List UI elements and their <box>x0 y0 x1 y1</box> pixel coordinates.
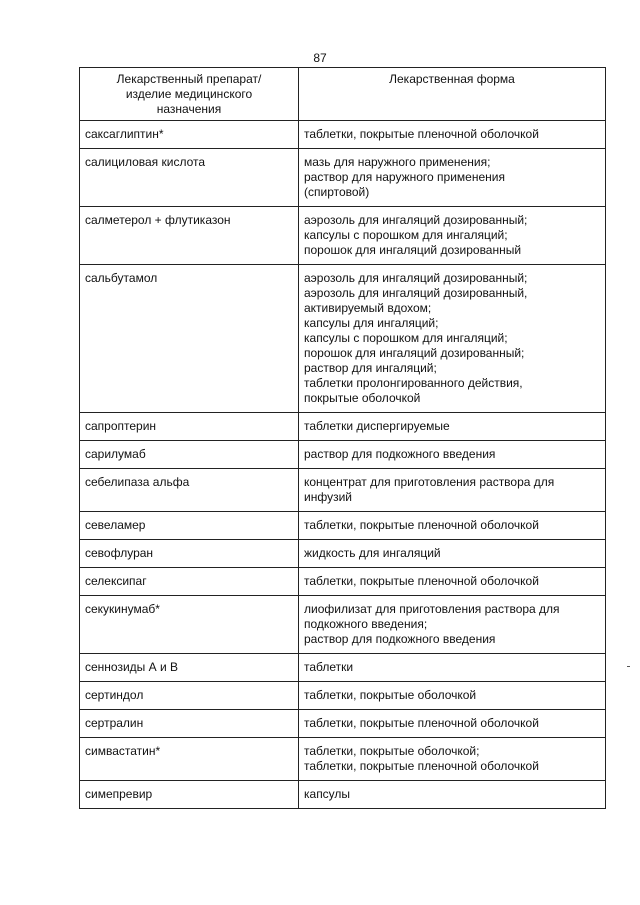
drug-name-cell: селексипаг <box>80 568 299 596</box>
dosage-form-line: раствор для подкожного введения <box>304 447 496 461</box>
drug-name-cell: севофлуран <box>80 540 299 568</box>
dosage-form-line: активируемый вдохом; <box>304 301 432 315</box>
table-row <box>80 654 606 682</box>
drug-name-cell: севеламер <box>80 512 299 540</box>
dosage-form-cell <box>299 568 606 596</box>
dosage-form-cell <box>299 512 606 540</box>
dosage-form-line: таблетки, покрытые оболочкой; <box>304 744 480 758</box>
dosage-form-line: подкожного введения; <box>304 617 428 631</box>
dosage-form-line: таблетки, покрытые оболочкой <box>304 688 477 702</box>
dosage-form-line: капсулы с порошком для ингаляций; <box>304 331 508 345</box>
dosage-form-line: порошок для ингаляций дозированный; <box>304 346 525 360</box>
drug-name-cell: секукинумаб* <box>80 596 299 654</box>
dosage-form-line: капсулы с порошком для ингаляций; <box>304 228 508 242</box>
dosage-form-cell <box>299 596 606 654</box>
dosage-form-line: порошок для ингаляций дозированный <box>304 243 522 257</box>
table-body <box>80 121 606 809</box>
table-row <box>80 265 606 413</box>
dosage-form-line: аэрозоль для ингаляций дозированный, <box>304 286 528 300</box>
dosage-form-line: капсулы <box>304 787 351 801</box>
drug-name-cell: сарилумаб <box>80 441 299 469</box>
drug-name-cell: симвастатин* <box>80 738 299 781</box>
header-drug-line: изделие медицинского <box>125 87 253 101</box>
table-row <box>80 121 606 149</box>
dosage-form-line: лиофилизат для приготовления раствора для <box>304 602 560 616</box>
table-row <box>80 469 606 512</box>
header-drug <box>80 68 299 121</box>
dosage-form-cell <box>299 469 606 512</box>
dosage-form-line: аэрозоль для ингаляций дозированный; <box>304 271 528 285</box>
dosage-form-line: инфузий <box>304 490 352 504</box>
table-row <box>80 781 606 809</box>
dosage-form-line: таблетки, покрытые пленочной оболочкой <box>304 759 539 773</box>
dosage-form-line: таблетки, покрытые пленочной оболочкой <box>304 518 539 532</box>
dosage-form-line: раствор для подкожного введения <box>304 632 496 646</box>
dosage-form-cell <box>299 654 606 682</box>
table-row <box>80 738 606 781</box>
dosage-form-cell <box>299 121 606 149</box>
dosage-form-line: таблетки, покрытые пленочной оболочкой <box>304 127 539 141</box>
drug-name-cell: сеннозиды А и В <box>80 654 299 682</box>
dosage-form-line: таблетки, покрытые пленочной оболочкой <box>304 716 539 730</box>
dosage-form-line: аэрозоль для ингаляций дозированный; <box>304 213 528 227</box>
page-number: 87 <box>313 51 327 65</box>
table-row <box>80 596 606 654</box>
drug-name-cell: симепревир <box>80 781 299 809</box>
drug-name-cell: саксаглиптин* <box>80 121 299 149</box>
dosage-form-line: мазь для наружного применения; <box>304 155 491 169</box>
dosage-form-line: (спиртовой) <box>304 185 370 199</box>
dosage-form-cell <box>299 781 606 809</box>
table-row <box>80 149 606 207</box>
stray-mark <box>627 666 630 667</box>
dosage-form-line: таблетки пролонгированного действия, <box>304 376 523 390</box>
dosage-form-cell <box>299 149 606 207</box>
drug-name-cell: себелипаза альфа <box>80 469 299 512</box>
dosage-form-cell <box>299 441 606 469</box>
header-form <box>299 68 606 121</box>
dosage-form-cell <box>299 540 606 568</box>
dosage-form-line: таблетки диспергируемые <box>304 419 450 433</box>
dosage-form-line: капсулы для ингаляций; <box>304 316 439 330</box>
dosage-form-cell <box>299 682 606 710</box>
header-drug-line: Лекарственный препарат/ <box>116 72 262 86</box>
drug-name-cell: сальбутамол <box>80 265 299 413</box>
table-row <box>80 413 606 441</box>
table-row <box>80 710 606 738</box>
dosage-form-cell <box>299 413 606 441</box>
header-form-line: Лекарственная форма <box>389 72 515 86</box>
drug-name-cell: салметерол + флутиказон <box>80 207 299 265</box>
dosage-form-line: таблетки, покрытые пленочной оболочкой <box>304 574 539 588</box>
table-header-row <box>80 68 606 121</box>
dosage-form-line: покрытые оболочкой <box>304 391 421 405</box>
table-row <box>80 540 606 568</box>
table-row <box>80 512 606 540</box>
dosage-form-line: раствор для наружного применения <box>304 170 505 184</box>
dosage-form-cell <box>299 738 606 781</box>
drug-table <box>79 67 606 809</box>
table-row <box>80 207 606 265</box>
dosage-form-cell <box>299 207 606 265</box>
table-row <box>80 441 606 469</box>
dosage-form-line: концентрат для приготовления раствора для <box>304 475 555 489</box>
dosage-form-line: таблетки <box>304 660 354 674</box>
dosage-form-line: раствор для ингаляций; <box>304 361 437 375</box>
drug-name-cell: сертиндол <box>80 682 299 710</box>
dosage-form-line: жидкость для ингаляций <box>304 546 441 560</box>
header-drug-line: назначения <box>156 102 222 116</box>
dosage-form-cell <box>299 265 606 413</box>
table-row <box>80 682 606 710</box>
drug-name-cell: салициловая кислота <box>80 149 299 207</box>
dosage-form-cell <box>299 710 606 738</box>
drug-name-cell: сертралин <box>80 710 299 738</box>
table-row <box>80 568 606 596</box>
drug-name-cell: сапроптерин <box>80 413 299 441</box>
